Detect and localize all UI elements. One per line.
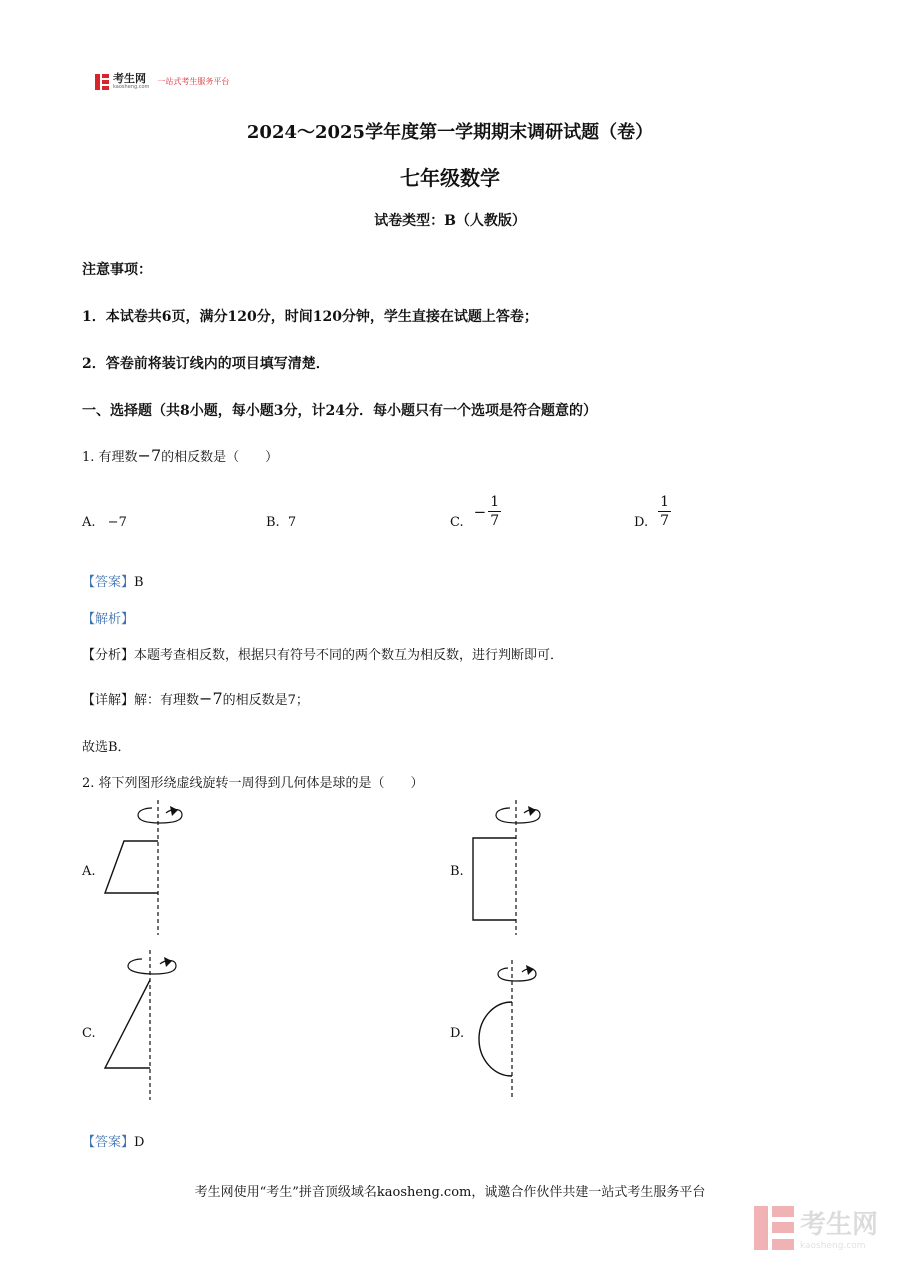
q1-option-d-label: D.: [634, 515, 649, 530]
q1-suffix: 的相反数是（ ）: [161, 450, 279, 465]
q2-option-b-label: B.: [450, 864, 464, 879]
q1-option-a-label: A.: [82, 515, 96, 530]
watermark: [754, 1204, 878, 1251]
site-logo: [95, 73, 229, 90]
q2-option-c-label: C.: [82, 1026, 96, 1041]
q1-answer: [82, 571, 144, 590]
page-footer: 考生网使用“考生”拼音顶级域名kaosheng.com，诚邀合作伙伴共建一站式考生服务平台: [194, 1185, 706, 1200]
q1-option-b-value: 7: [287, 515, 297, 530]
logo-icon: [95, 74, 109, 90]
q1-fenxi-text: 本题考查相反数，根据只有符号不同的两个数互为相反数，进行判断即可．: [134, 648, 564, 663]
q1-option-c-label: C.: [450, 515, 464, 530]
rotation-arrow-icon: [496, 806, 540, 823]
section-heading: 一、选择题（共8小题，每小题3分，计24分．每小题只有一个选项是符合题意的）: [82, 403, 597, 419]
trapezoid-shape: [105, 841, 158, 893]
q1-fenxi-tag: 【分析】: [82, 648, 135, 663]
q2-answer-value: D: [134, 1135, 145, 1150]
q1-option-d-fraction: [658, 493, 671, 530]
q1-detail: [82, 689, 309, 708]
q2-figure-c: [100, 950, 190, 1100]
triangle-shape: [105, 980, 150, 1068]
q1-detail-value: −7: [199, 689, 223, 708]
semicircle-shape: [479, 1002, 512, 1076]
q1-option-c-sign: −: [473, 502, 487, 521]
q1-detail-prefix: 解：有理数: [134, 693, 200, 708]
rotation-arrow-icon: [138, 806, 182, 823]
subject-title: 七年级数学: [400, 166, 500, 190]
q1-option-c-fraction: [488, 493, 501, 530]
q2-answer-tag: 【答案】: [82, 1135, 135, 1150]
q1-option-d-numerator: 1: [660, 494, 670, 510]
watermark-text: 考生网: [799, 1210, 878, 1240]
q2-option-d-label: D.: [450, 1026, 465, 1041]
q1-option-b-label: B.: [266, 515, 280, 530]
notes-heading: 注意事项：: [82, 262, 152, 278]
q1-option-d: [634, 493, 671, 530]
q2-figure-d: [470, 960, 560, 1100]
rotation-arrow-icon: [498, 965, 536, 981]
q1-value: −7: [137, 446, 162, 465]
watermark-domain: kaosheng.com: [799, 1241, 866, 1251]
logo-name: 考生网: [113, 72, 146, 85]
question-1-stem: [82, 446, 278, 465]
q1-prefix: 1. 有理数: [82, 450, 138, 465]
q2-answer: [82, 1131, 144, 1150]
logo-domain: kaosheng.com: [113, 84, 150, 90]
q1-option-c: [450, 493, 501, 530]
paper-type: 试卷类型：B（人教版）: [374, 213, 526, 229]
q1-detail-suffix: 的相反数是7；: [222, 693, 309, 708]
note-item-2: 2．答卷前将装订线内的项目填写清楚．: [82, 356, 330, 372]
q1-answer-tag: 【答案】: [82, 575, 135, 590]
q1-option-a-value: −7: [107, 515, 127, 530]
q1-detail-tag: 【详解】: [82, 693, 135, 708]
question-2-stem: 2. 将下列图形绕虚线旋转一周得到几何体是球的是（ ）: [82, 776, 424, 791]
q1-analysis-tag: 【解析】: [82, 612, 135, 627]
q1-option-b: [266, 515, 296, 530]
exam-title: 2024～2025学年度第一学期期末调研试题（卷）: [246, 122, 654, 143]
q2-option-a-label: A.: [82, 864, 96, 879]
watermark-logo-icon: [754, 1206, 794, 1250]
q2-figure-b: [470, 800, 560, 935]
q1-option-a: [82, 515, 127, 530]
q2-figure-a: [100, 800, 190, 935]
q1-option-d-denominator: 7: [660, 513, 670, 529]
q1-option-c-denominator: 7: [490, 513, 500, 529]
q1-answer-value: B: [134, 575, 144, 590]
q1-conclusion: 故选B．: [82, 740, 131, 755]
logo-slogan: 一站式考生服务平台: [157, 77, 230, 86]
rectangle-shape: [473, 838, 516, 920]
note-item-1: 1．本试卷共6页，满分120分，时间120分钟，学生直接在试题上答卷；: [82, 309, 538, 325]
rotation-arrow-icon: [128, 957, 176, 974]
q1-option-c-numerator: 1: [490, 494, 500, 510]
q1-fenxi: [82, 644, 563, 663]
